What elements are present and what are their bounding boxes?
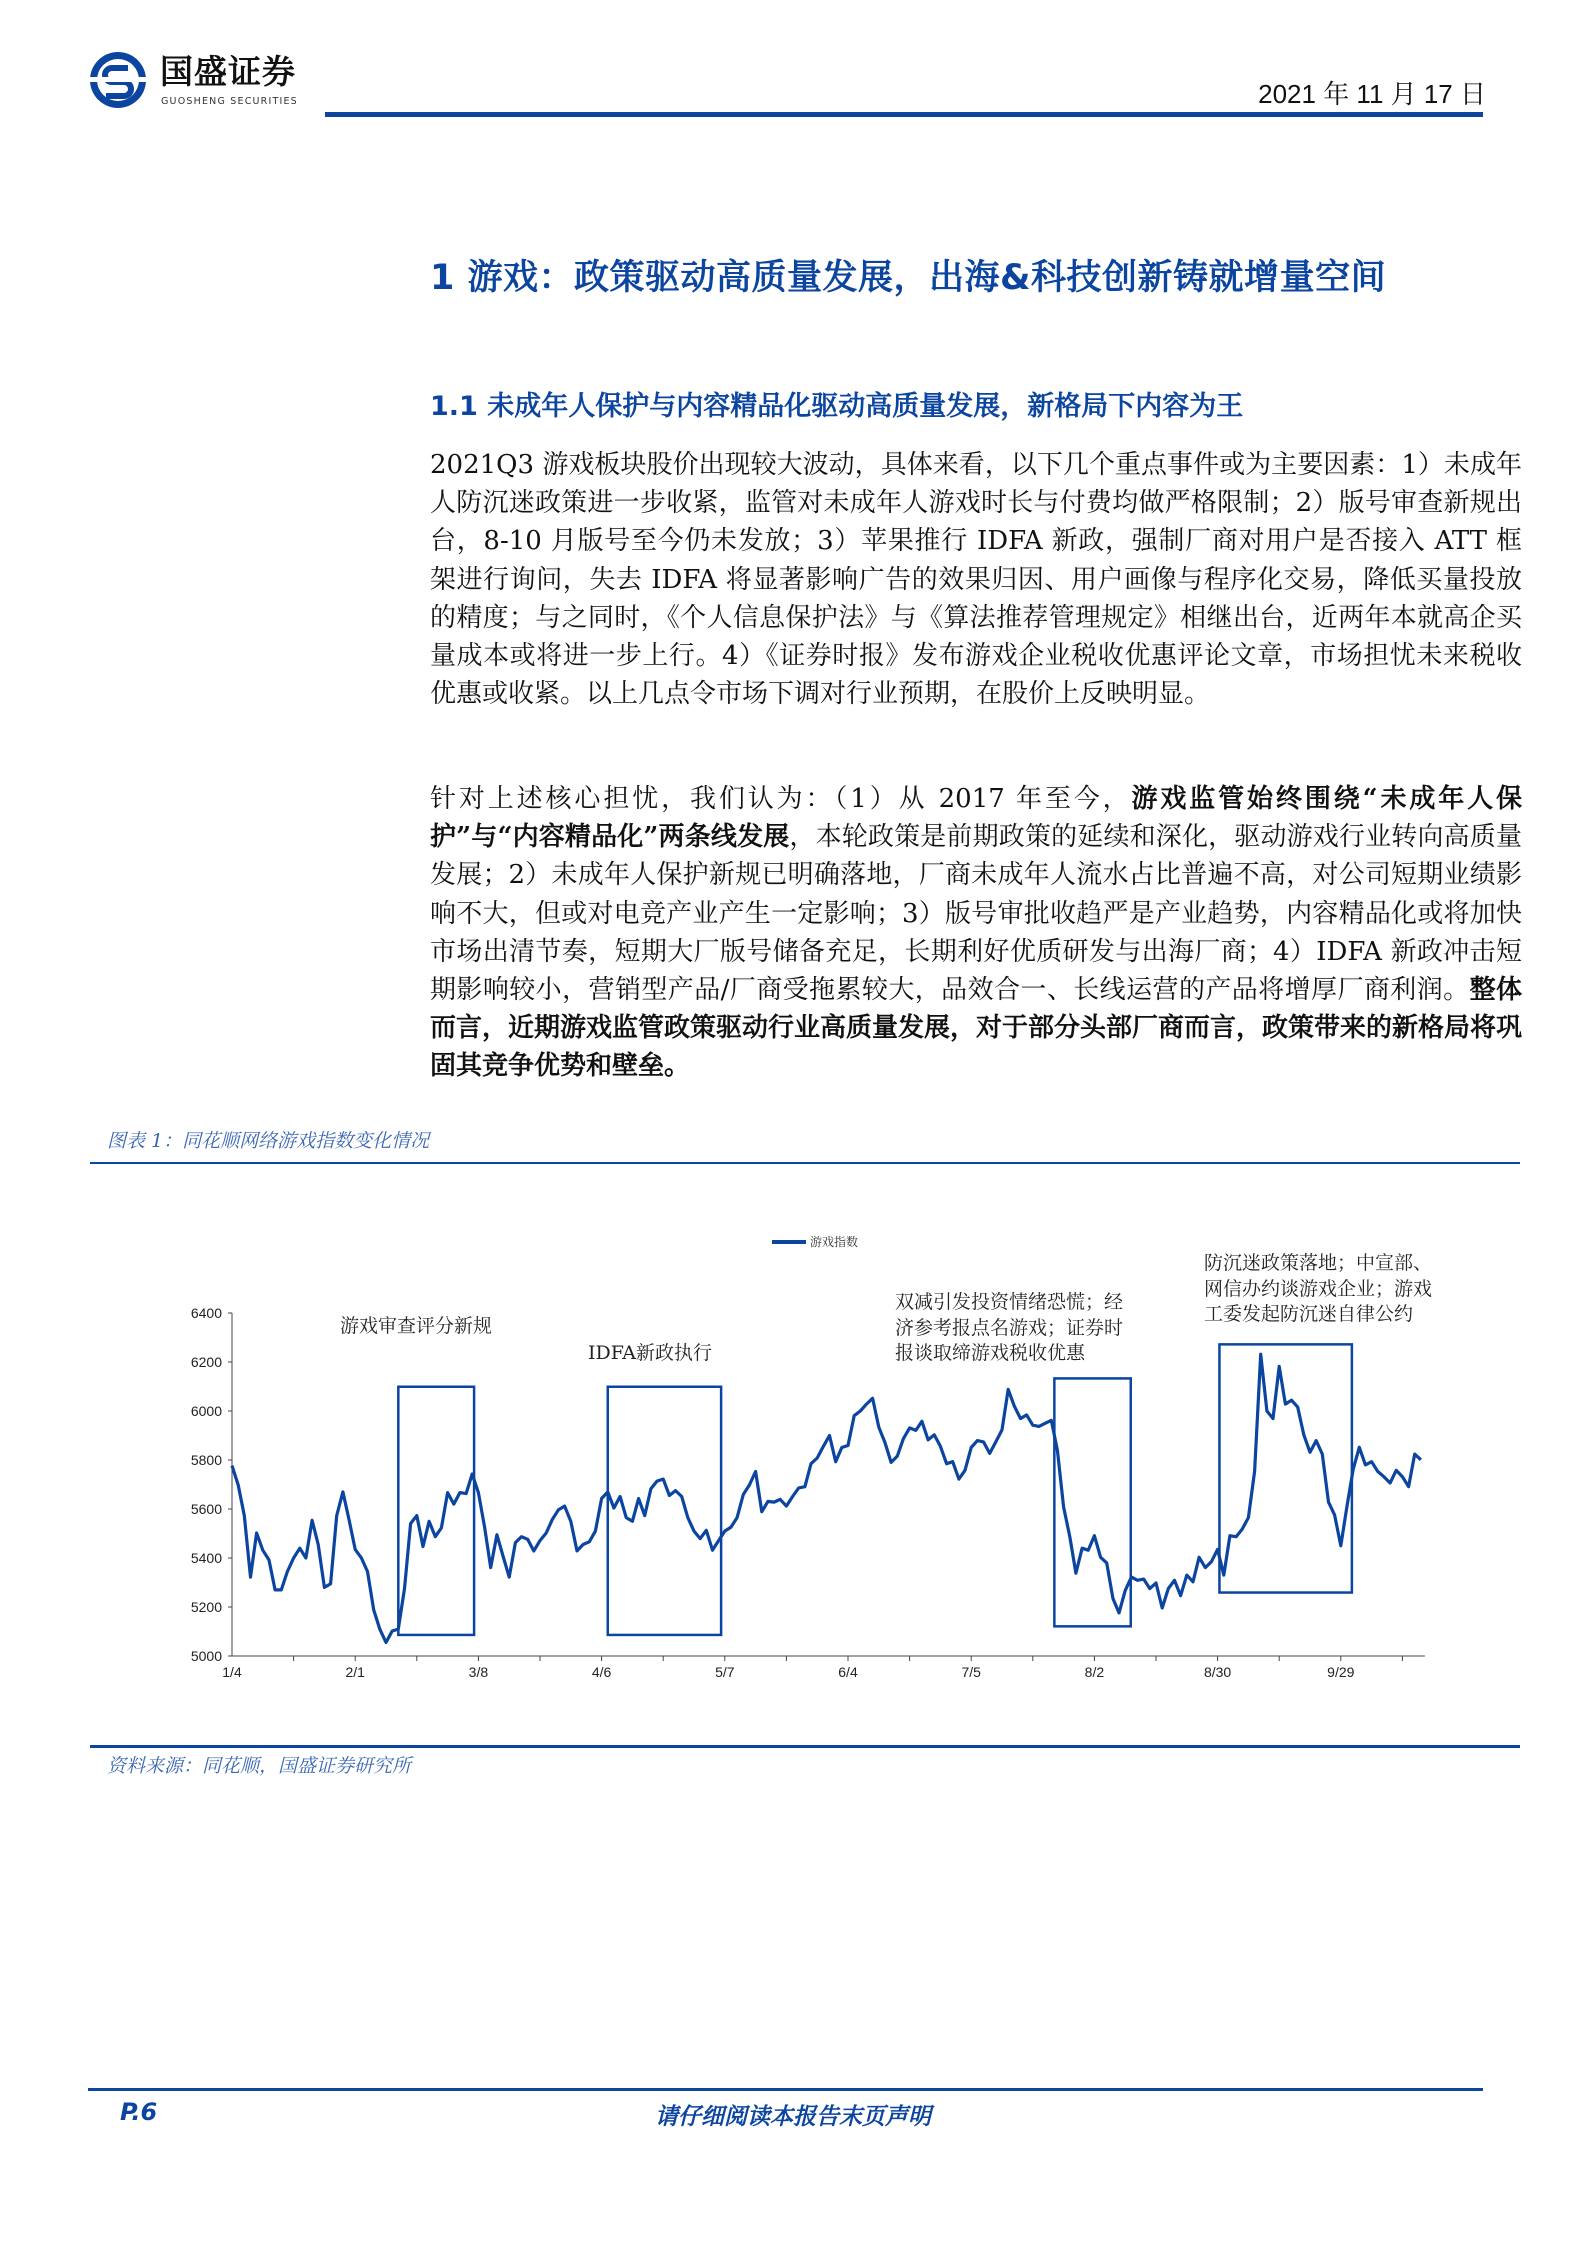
annotation-line: 济参考报点名游戏；证券时 bbox=[895, 1316, 1124, 1339]
annotation-box bbox=[398, 1387, 474, 1635]
y-tick-label: 6400 bbox=[190, 1305, 222, 1321]
annotation-line: 报谈取缔游戏税收优惠 bbox=[895, 1342, 1086, 1364]
y-tick-label: 5200 bbox=[190, 1599, 222, 1615]
y-tick-label: 6000 bbox=[190, 1403, 222, 1419]
x-tick-label: 3/8 bbox=[468, 1664, 489, 1680]
company-logo bbox=[88, 50, 328, 114]
annotation-line: 工委发起防沉迷自律公约 bbox=[1204, 1303, 1414, 1325]
series-line-game-index bbox=[232, 1354, 1421, 1642]
x-tick-label: 5/7 bbox=[715, 1664, 735, 1680]
annotation-line: IDFA新政执行 bbox=[588, 1342, 712, 1364]
section-title: 1 游戏：政策驱动高质量发展，出海&科技创新铸就增量空间 bbox=[430, 258, 1387, 298]
figure-top-divider bbox=[90, 1162, 1520, 1164]
y-tick-label: 5800 bbox=[190, 1452, 222, 1468]
annotation-line: 游戏审查评分新规 bbox=[340, 1315, 493, 1337]
y-tick-label: 5600 bbox=[190, 1501, 222, 1517]
y-tick-label: 5000 bbox=[190, 1648, 222, 1664]
x-tick-label: 6/4 bbox=[838, 1664, 858, 1680]
annotation-label bbox=[895, 1290, 1123, 1367]
paragraph-2-conclusion: 整体而言，近期游戏监管政策驱动行业高质量发展，对于部分头部厂商而言，政策带来的新格局将巩固其竞争优势和壁垒。 bbox=[430, 975, 1523, 1082]
paragraph-2 bbox=[430, 780, 1522, 1086]
annotation-label bbox=[1204, 1251, 1432, 1328]
page-number: P.6 bbox=[120, 2098, 158, 2126]
annotation-line: 网信办约谈游戏企业；游戏 bbox=[1204, 1277, 1433, 1300]
x-tick-label: 2/1 bbox=[345, 1664, 365, 1680]
x-tick-label: 1/4 bbox=[222, 1664, 242, 1680]
header-divider bbox=[325, 112, 1483, 117]
annotation-box bbox=[1219, 1344, 1351, 1592]
x-tick-label: 8/30 bbox=[1203, 1664, 1232, 1680]
logo-text-cn: 国盛证券 bbox=[160, 52, 296, 91]
figure-source: 资料来源：同花顺，国盛证券研究所 bbox=[107, 1755, 412, 1777]
annotation-line: 双减引发投资情绪恐慌；经 bbox=[895, 1291, 1124, 1313]
report-date: 2021 年 11 月 17 日 bbox=[1258, 79, 1486, 109]
x-tick-label: 7/5 bbox=[961, 1664, 981, 1680]
x-tick-label: 8/2 bbox=[1084, 1664, 1105, 1680]
logo-text-en: GUOSHENG SECURITIES bbox=[161, 96, 298, 107]
paragraph-1: 2021Q3 游戏板块股价出现较大波动，具体来看，以下几个重点事件或为主要因素：1）未成年人防沉迷政策进一步收紧，监管对未成年人游戏时长与付费均做严格限制；2）版号审查新规出台，8-10 月版号至今仍未发放；3）苹果推行 IDFA 新政，强制厂商对用户是否接入 ATT 框架进行询问，失去 IDFA 将显著影响广告的效果归因、用户画像与程序化交易，降低买量投放的精度；与之同时，《个人信息保护法》与《算法推荐管理规定》相继出台，近两年本就高企买量成本或将进一步上行。4）《证券时报》发布游戏企业税收优惠评论文章，市场担忧未来税收优惠或收紧。以上几点令市场下调对行业预期，在股价上反映明显。 bbox=[430, 450, 1522, 710]
annotation-label bbox=[340, 1314, 492, 1340]
x-tick-label: 9/29 bbox=[1327, 1664, 1355, 1680]
annotation-box bbox=[1054, 1378, 1130, 1626]
legend-label: 游戏指数 bbox=[810, 1235, 859, 1249]
footer-divider bbox=[88, 2088, 1483, 2091]
annotation-line: 防沉迷政策落地；中宣部、 bbox=[1204, 1252, 1433, 1274]
footer-disclaimer: 请仔细阅读本报告末页声明 bbox=[655, 2103, 931, 2130]
paragraph-2-text: ，本轮政策是前期政策的延续和深化，驱动游戏行业转向高质量发展；2）未成年人保护新规已明确落地，厂商未成年人流水占比普遍不高，对公司短期业绩影响不大，但或对电竞产业产生一定影响；3）版号审批收趋严是产业趋势，内容精品化或将加快市场出清节奏，短期大厂版号储备充足，长期利好优质研发与出海厂商；4）IDFA 新政冲击短期影响较小，营销型产品/厂商受拖累较大，品效合一、长线运营的产品将增厚厂商利润。 bbox=[430, 822, 1522, 1006]
annotation-label bbox=[588, 1341, 712, 1367]
guosheng-logo-icon bbox=[88, 50, 148, 110]
figure-caption: 图表 1：同花顺网络游戏指数变化情况 bbox=[107, 1130, 430, 1152]
y-tick-label: 6200 bbox=[190, 1354, 222, 1370]
paragraph-2-text: 针对上述核心担忧，我们认为：（1）从 2017 年至今， bbox=[430, 784, 1132, 814]
paragraph-2-bold: 游戏监管始终围绕“未成年人保护”与“内容精品化”两条线发展 bbox=[430, 784, 1522, 853]
x-tick-label: 4/6 bbox=[591, 1664, 612, 1680]
y-tick-label: 5400 bbox=[190, 1550, 222, 1566]
subsection-title: 1.1 未成年人保护与内容精品化驱动高质量发展，新格局下内容为王 bbox=[430, 391, 1244, 422]
figure-bottom-divider bbox=[90, 1745, 1520, 1748]
